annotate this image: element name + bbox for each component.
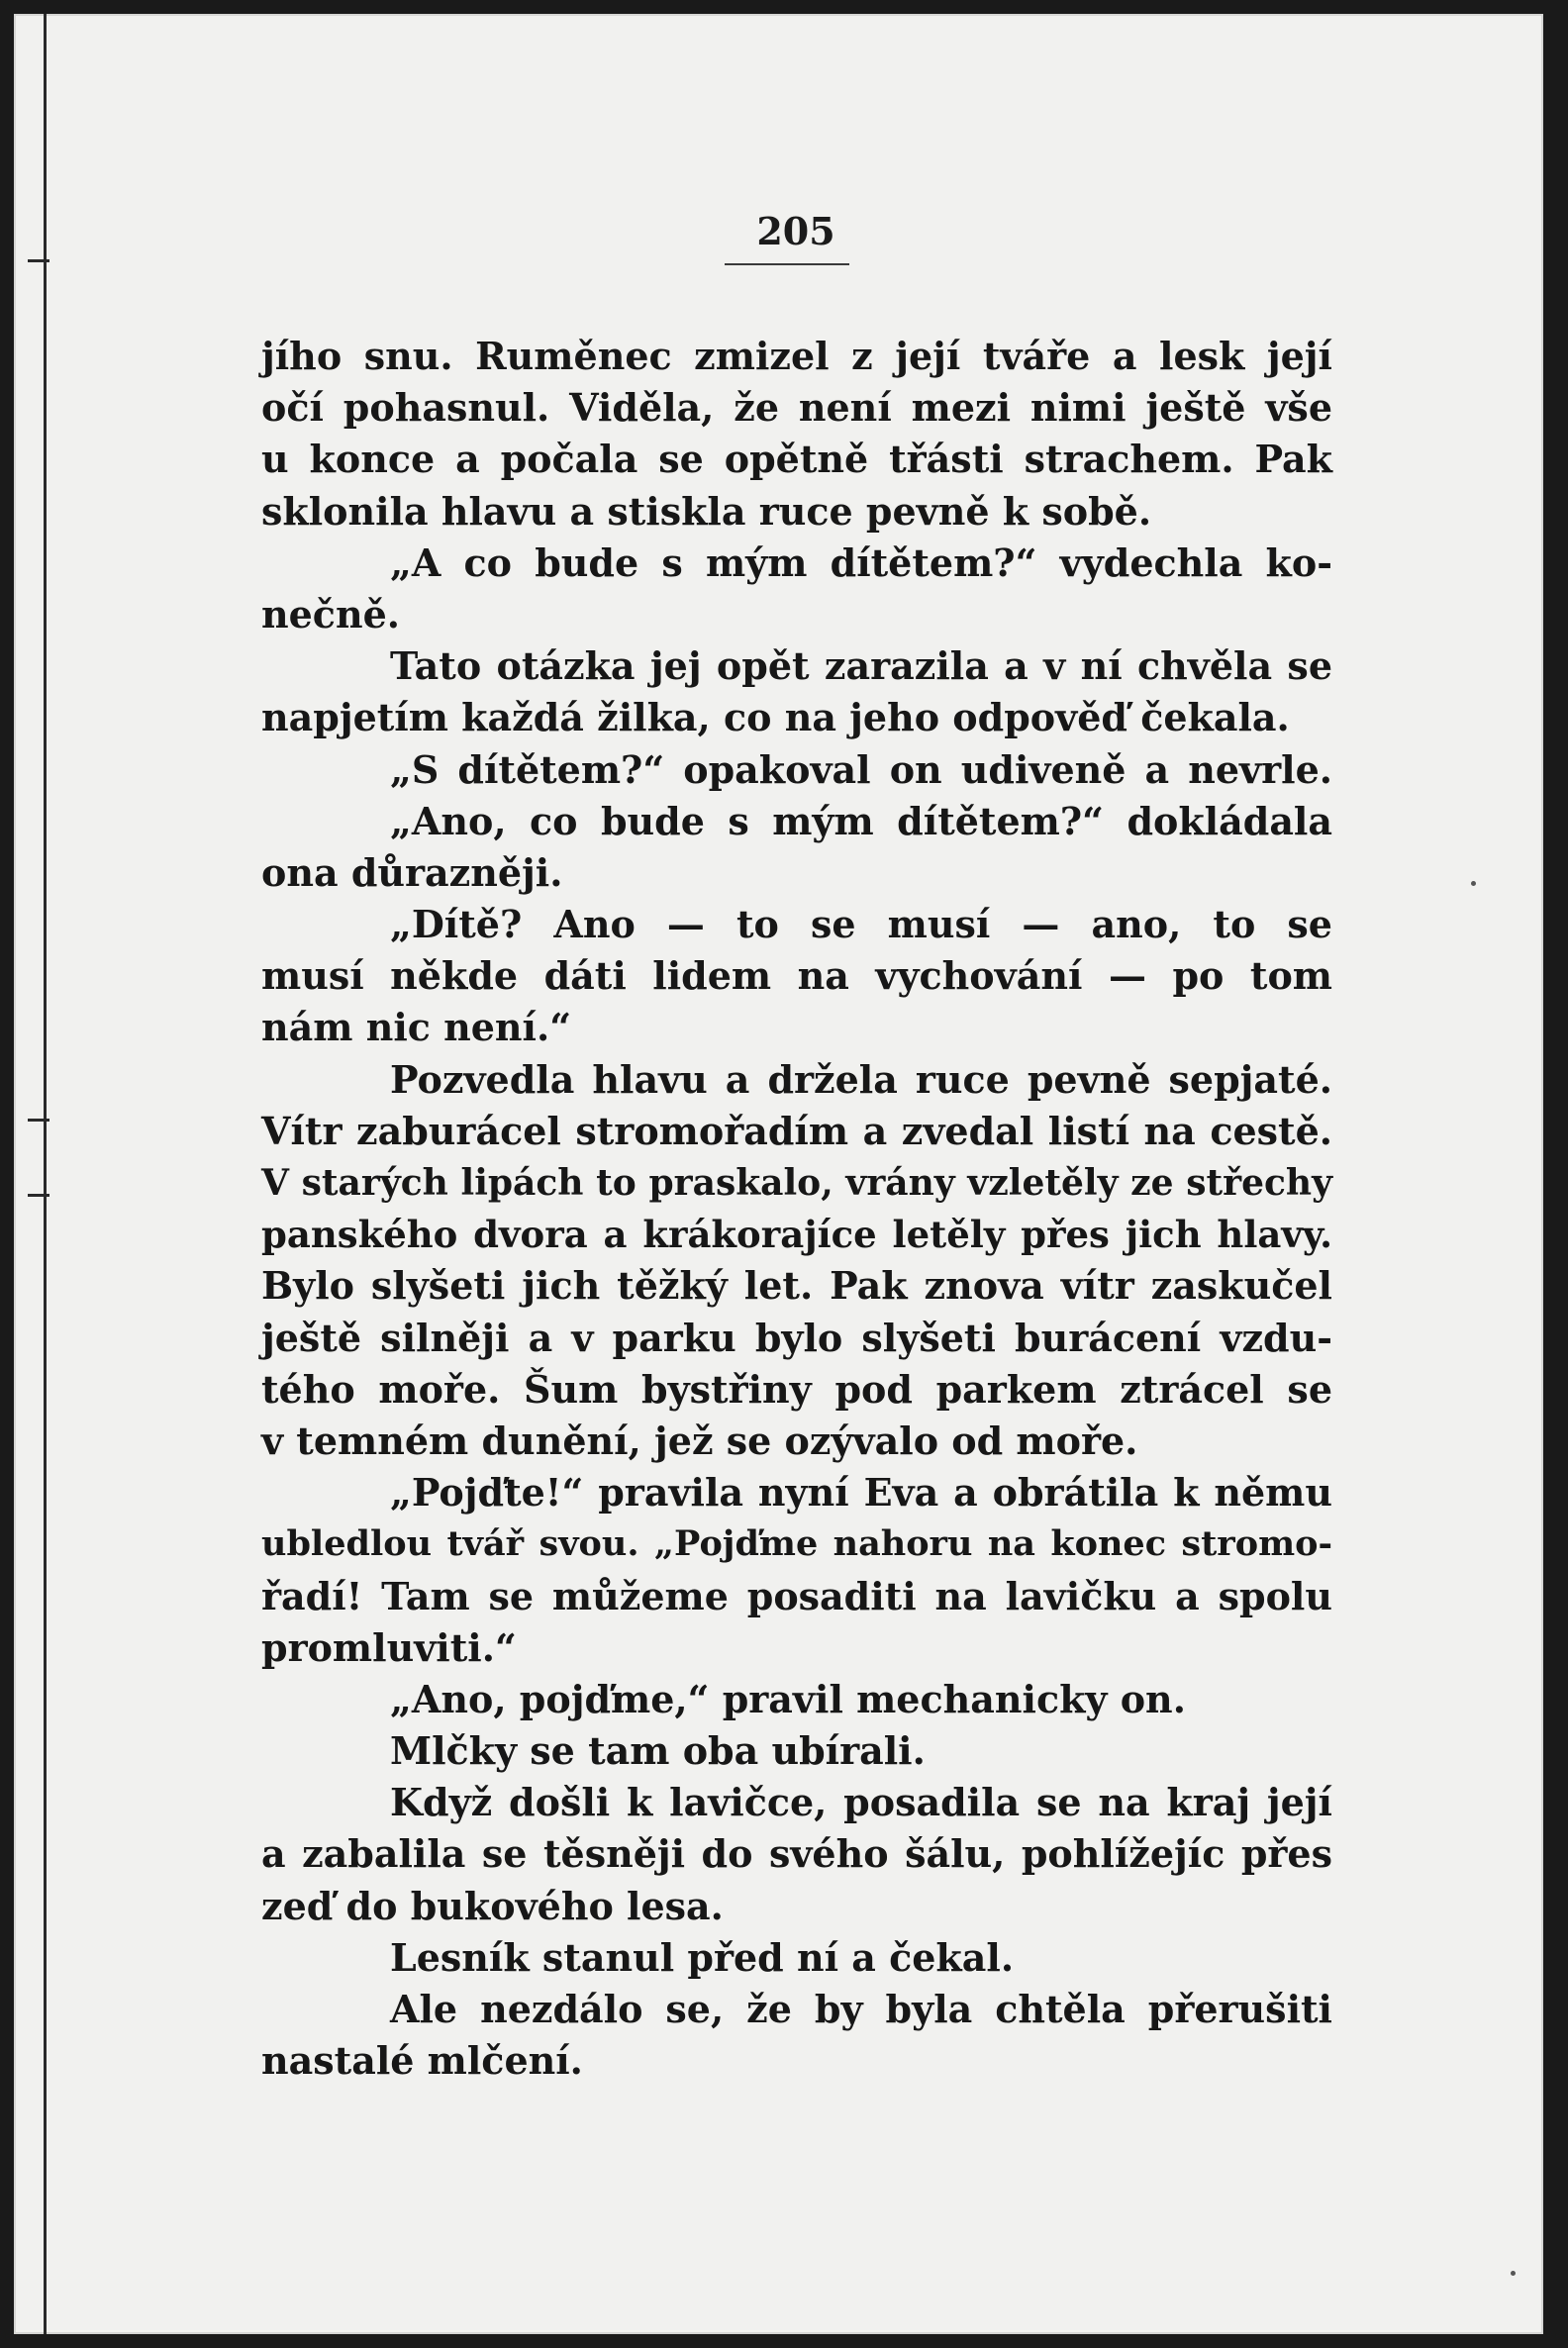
text-line: sklonila hlavu a stiskla ruce pevně k sobě.	[261, 488, 1152, 534]
text-line: nám nic není.“	[261, 1005, 572, 1050]
body-text	[261, 331, 1332, 2087]
text-line: Tato otázka jej opět zarazila a v ní chvěla se	[390, 643, 1332, 689]
gutter-tick	[28, 259, 49, 262]
text-line: promluviti.“	[261, 1624, 517, 1670]
text-line: nastalé mlčení.	[261, 2038, 583, 2084]
page-number: 205	[756, 209, 835, 253]
text-line: panského dvora a krákorajíce letěly přes jich hlavy.	[261, 1213, 1332, 1257]
text-line: „A co bude s mým dítětem?“ vydechla ko-	[390, 539, 1332, 585]
text-line: Ale nezdálo se, že by byla chtěla přerušiti	[390, 1987, 1332, 2031]
page-number-rule	[725, 263, 849, 265]
text-line: „S dítětem?“ opakoval on udiveně a nevrle.	[390, 746, 1332, 792]
text-line: ona důrazněji.	[261, 849, 563, 895]
text-line: V starých lipách to praskalo, vrány vzletěly ze střechy	[261, 1162, 1332, 1204]
text-line: Lesník stanul před ní a čekal.	[390, 1934, 1015, 1980]
text-line: Mlčky se tam oba ubírali.	[390, 1728, 926, 1774]
text-line: a zabalila se těsněji do svého šálu, pohlížejíc přes	[261, 1831, 1332, 1877]
text-line: v temném dunění, jež se ozývalo od moře.	[261, 1418, 1138, 1463]
text-line: Pozvedla hlavu a držela ruce pevně sepjaté.	[390, 1056, 1332, 1102]
ink-speck	[1471, 881, 1476, 886]
text-line: řadí! Tam se můžeme posaditi na lavičku a spolu	[261, 1573, 1332, 1618]
text-line: „Ano, co bude s mým dítětem?“ dokládala	[390, 798, 1332, 843]
gutter-tick	[28, 1119, 49, 1122]
text-line: očí pohasnul. Viděla, že není mezi nimi ještě vše	[261, 385, 1332, 431]
text-line: ubledlou tvář svou. „Pojďme nahoru na konec stromo-	[261, 1523, 1332, 1565]
text-line: jího snu. Ruměnec zmizel z její tváře a lesk její	[261, 334, 1332, 378]
book-page	[14, 14, 1543, 2334]
page-gutter-line	[44, 14, 47, 2334]
text-line: Když došli k lavičce, posadila se na kraj její	[390, 1780, 1332, 1825]
text-line: Vítr zaburácel stromořadím a zvedal listí na cestě.	[261, 1108, 1332, 1153]
text-line: ještě silněji a v parku bylo slyšeti burácení vzdu-	[261, 1315, 1332, 1360]
ink-speck	[1511, 2271, 1516, 2276]
text-line: „Ano, pojďme,“ pravil mechanicky on.	[390, 1676, 1186, 1721]
text-line: nečně.	[261, 591, 400, 636]
text-line: napjetím každá žilka, co na jeho odpověď čekala.	[261, 695, 1290, 740]
text-line: zeď do bukového lesa.	[261, 1883, 724, 1928]
text-line: u konce a počala se opětně třásti strachem. Pak	[261, 437, 1332, 482]
text-line: tého moře. Šum bystřiny pod parkem ztrácel se	[261, 1366, 1332, 1412]
text-line: „Pojďte!“ pravila nyní Eva a obrátila k němu	[390, 1470, 1332, 1516]
text-line: Bylo slyšeti jich těžký let. Pak znova vítr zaskučel	[261, 1263, 1332, 1309]
text-line: musí někde dáti lidem na vychování — po tom	[261, 953, 1332, 999]
text-line: „Dítě? Ano — to se musí — ano, to se	[390, 902, 1332, 947]
gutter-tick	[28, 1194, 49, 1197]
